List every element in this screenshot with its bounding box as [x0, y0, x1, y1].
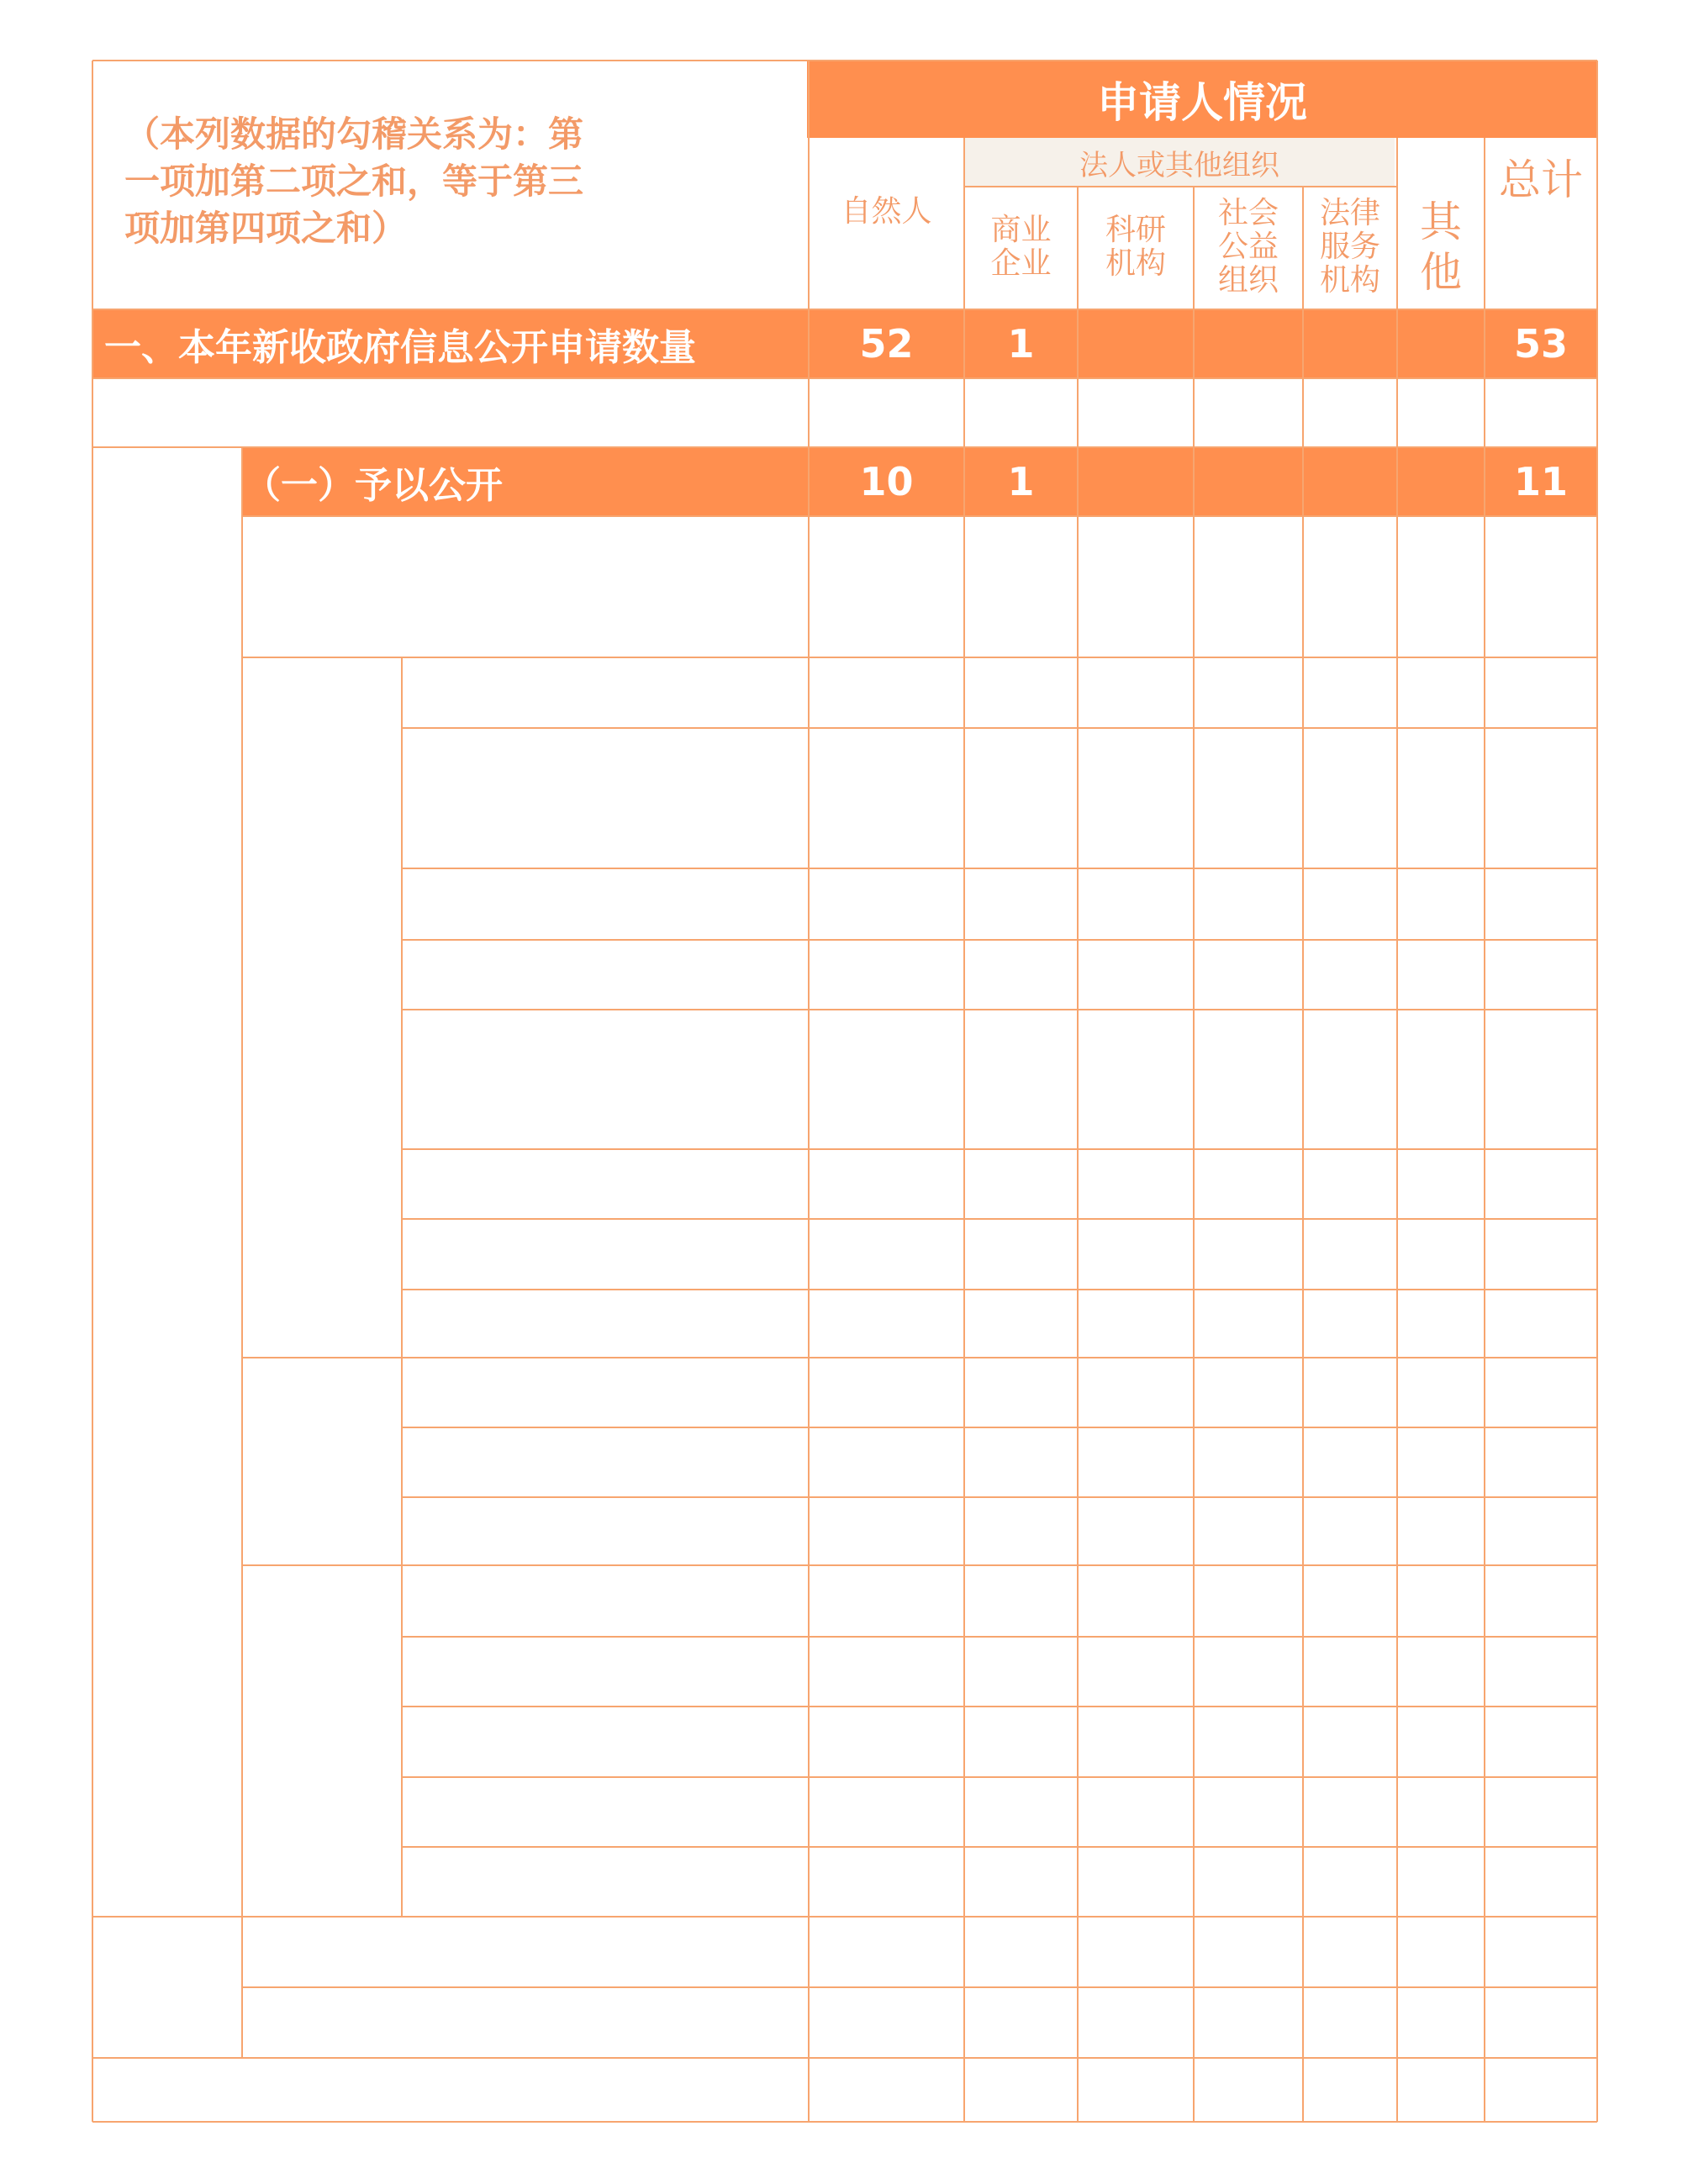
column-total: 总计 — [1499, 156, 1583, 204]
grid-line-vertical — [92, 61, 93, 2122]
row-new-applications-commercial: 1 — [1007, 321, 1035, 367]
grid-line-horizontal — [402, 1289, 1597, 1290]
grid-line-horizontal — [402, 727, 1597, 729]
grid-line-horizontal — [402, 1218, 1597, 1220]
grid-line-horizontal — [964, 186, 1397, 187]
grid-line-vertical — [1302, 187, 1304, 2122]
row-disclose-research — [1078, 447, 1194, 516]
column-commercial: 商业 企业 — [990, 213, 1052, 281]
grid-line-horizontal — [92, 2121, 1597, 2123]
reconciliation-note: （本列数据的勾稽关系为：第 一项加第二项之和，等于第三 项加第四项之和） — [124, 113, 584, 249]
column-public-welfare: 社会 公益 组织 — [1217, 196, 1279, 298]
grid-line-horizontal — [402, 1496, 1597, 1498]
grid-line-vertical — [1077, 187, 1079, 2122]
column-natural-person: 自然人 — [841, 194, 932, 229]
grid-line-horizontal — [242, 1986, 1597, 1988]
grid-line-horizontal — [92, 446, 1597, 448]
column-other: 其 他 — [1420, 198, 1462, 297]
column-legal-service: 法律 服务 机构 — [1319, 196, 1380, 298]
grid-line-horizontal — [402, 1846, 1597, 1848]
grid-line-horizontal — [242, 1564, 1597, 1566]
grid-line-horizontal — [402, 1776, 1597, 1778]
grid-line-horizontal — [242, 1357, 1597, 1358]
row-new-applications-natural-person: 52 — [859, 321, 914, 367]
legal-entity-header: 法人或其他组织 — [1079, 148, 1279, 182]
row-new-applications-total: 53 — [1513, 321, 1568, 367]
row-disclose-legal-service — [1303, 447, 1397, 516]
grid-line-vertical — [401, 657, 403, 1917]
grid-line-vertical — [1484, 138, 1485, 2122]
grid-line-vertical — [1396, 138, 1398, 2122]
row-new-applications-label: 一、本年新收政府信息公开申请数量 — [104, 326, 696, 369]
row-disclose-other — [1397, 447, 1485, 516]
row-new-applications-public-welfare — [1194, 309, 1303, 378]
grid-line-vertical — [963, 138, 965, 2122]
row-disclose-total: 11 — [1513, 459, 1568, 504]
row-disclose-natural-person: 10 — [859, 459, 914, 504]
grid-line-vertical — [241, 447, 243, 2058]
grid-line-horizontal — [92, 2057, 1597, 2059]
grid-line-horizontal — [402, 1148, 1597, 1150]
grid-line-horizontal — [402, 1427, 1597, 1428]
grid-line-horizontal — [92, 1916, 1597, 1918]
grid-line-horizontal — [242, 657, 1597, 658]
column-research: 科研 机构 — [1105, 213, 1166, 281]
grid-line-horizontal — [402, 1706, 1597, 1707]
grid-line-horizontal — [92, 377, 1597, 379]
grid-line-horizontal — [92, 60, 1597, 61]
row-disclose-public-welfare — [1194, 447, 1303, 516]
row-new-applications-research — [1078, 309, 1194, 378]
row-disclose-commercial: 1 — [1007, 459, 1035, 504]
grid-line-horizontal — [402, 1009, 1597, 1010]
grid-line-vertical — [1596, 61, 1598, 2122]
row-new-applications-legal-service — [1303, 309, 1397, 378]
grid-line-horizontal — [92, 309, 1597, 310]
grid-line-horizontal — [402, 939, 1597, 941]
grid-line-horizontal — [402, 1636, 1597, 1638]
row-disclose-label: （一）予以公开 — [244, 464, 503, 507]
row-new-applications-other — [1397, 309, 1485, 378]
applicant-header: 申请人情况 — [1097, 78, 1307, 127]
grid-line-vertical — [1193, 187, 1195, 2122]
grid-line-horizontal — [402, 868, 1597, 869]
grid-line-horizontal — [242, 515, 1597, 517]
grid-line-vertical — [808, 61, 810, 2122]
